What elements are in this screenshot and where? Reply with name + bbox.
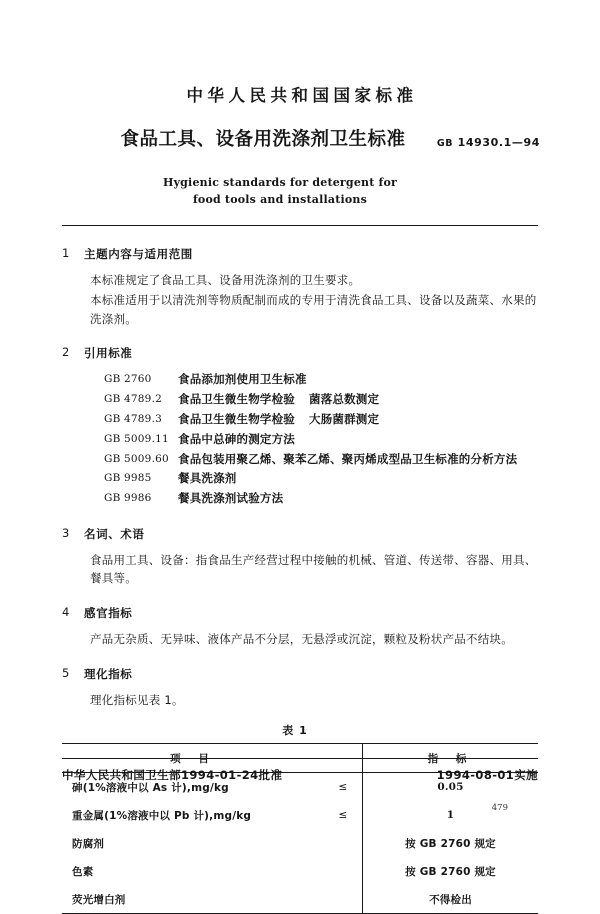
section-3-paragraph-1: 食品用工具、设备：指食品生产经营过程中接触的机械、管道、传送带、容器、用具、餐具等。 <box>90 552 537 586</box>
column-header-item: 项 目 <box>62 744 324 773</box>
row-operator <box>324 885 363 914</box>
row-item-name: 荧光增白剂 <box>72 893 126 906</box>
list-item <box>104 469 538 489</box>
reference-standards-list <box>62 370 538 508</box>
section-number-2: 2 <box>62 345 70 360</box>
standard-prefix: GB <box>436 137 454 149</box>
row-value: 0.05 <box>363 773 539 802</box>
section-5-paragraph-1: 理化指标见表 1。 <box>90 692 184 707</box>
section-number-1: 1 <box>62 245 70 260</box>
standard-number <box>437 136 540 149</box>
list-item <box>104 370 538 390</box>
reference-name: 食品卫生微生物学检验 大肠菌群测定 <box>178 412 380 426</box>
row-item-name: 砷(1%溶液中以 As 计),mg/kg <box>72 781 229 794</box>
list-item <box>104 489 538 509</box>
section-title-4: 感官指标 <box>84 606 133 621</box>
english-title <box>62 174 538 208</box>
row-item-name: 重金属(1%溶液中以 Pb 计),mg/kg <box>72 809 252 822</box>
footer-divider <box>62 758 538 759</box>
list-item <box>104 410 538 430</box>
implementation-date: 1994-08-01实施 <box>436 768 538 782</box>
row-operator <box>324 857 363 885</box>
approval-statement: 中华人民共和国卫生部1994-01-24批准 <box>62 768 283 782</box>
reference-name: 食品添加剂使用卫生标准 <box>178 372 307 387</box>
reference-code: GB 2760 <box>104 373 152 386</box>
section-number-3: 3 <box>62 525 70 540</box>
page-number: 479 <box>491 803 508 813</box>
reference-code: GB 9985 <box>104 472 152 485</box>
row-item-name: 防腐剂 <box>72 837 105 850</box>
table-row <box>62 857 538 885</box>
section-number-5: 5 <box>62 665 70 680</box>
reference-code: GB 5009.11 <box>104 432 169 445</box>
row-value: 按 GB 2760 规定 <box>363 829 539 857</box>
row-value: 不得检出 <box>363 885 539 914</box>
reference-name: 食品卫生微生物学检验 菌落总数测定 <box>178 392 380 407</box>
title-row <box>62 128 540 157</box>
section-title-5: 理化指标 <box>84 666 133 681</box>
column-header-index: 指 标 <box>363 744 539 773</box>
standard-code: 14930.1—94 <box>457 135 540 149</box>
english-title-line-2: food tools and installations <box>193 192 367 206</box>
section-heading-5 <box>62 666 538 682</box>
reference-name: 餐具洗涤剂试验方法 <box>178 491 284 506</box>
reference-name: 食品中总砷的测定方法 <box>178 431 295 446</box>
row-item-name: 色素 <box>72 865 94 878</box>
row-operator: ≤ <box>338 781 348 794</box>
table-row <box>62 885 538 914</box>
table-caption: 表 1 <box>282 724 308 738</box>
row-operator <box>324 829 363 857</box>
reference-name: 餐具洗涤剂 <box>178 471 237 486</box>
reference-code: GB 9986 <box>104 492 152 505</box>
table-row <box>62 829 538 857</box>
section-1-paragraph-2: 本标准适用于以清洗剂等物质配制而成的专用于清洗食品工具、设备以及蔬菜、水果的洗涤剂。 <box>90 293 537 326</box>
masthead <box>62 0 538 226</box>
section-title-2: 引用标准 <box>84 346 133 361</box>
section-4-paragraph-1: 产品无杂质、无异味、液体产品不分层，无悬浮或沉淀，颗粒及粉状产品不结块。 <box>90 632 513 647</box>
section-heading-2 <box>62 345 538 361</box>
header-divider <box>62 225 538 226</box>
section-number-4: 4 <box>62 605 70 620</box>
section-heading-4 <box>62 605 538 621</box>
list-item <box>104 450 538 470</box>
section-title-3: 名词、术语 <box>84 526 145 541</box>
english-title-line-1: Hygienic standards for detergent for <box>162 175 397 189</box>
document-body <box>62 246 538 914</box>
document-title: 食品工具、设备用洗涤剂卫生标准 <box>120 128 406 150</box>
reference-code: GB 5009.60 <box>104 452 169 465</box>
section-1-paragraph-1: 本标准规定了食品工具、设备用洗涤剂的卫生要求。 <box>90 272 361 287</box>
row-operator: ≤ <box>338 809 348 822</box>
reference-code: GB 4789.2 <box>104 393 162 406</box>
page-footer <box>62 758 538 813</box>
footer-dates <box>62 767 538 783</box>
section-heading-3 <box>62 526 538 542</box>
row-value: 按 GB 2760 规定 <box>363 857 539 885</box>
nation-title: 中华人民共和国国家标准 <box>186 86 418 105</box>
row-value: 1 <box>363 801 539 829</box>
reference-name: 食品包装用聚乙烯、聚苯乙烯、聚丙烯成型品卫生标准的分析方法 <box>178 451 518 466</box>
reference-code: GB 4789.3 <box>104 413 162 425</box>
list-item <box>104 390 538 410</box>
section-heading-1 <box>62 246 538 262</box>
section-title-1: 主题内容与适用范围 <box>84 246 193 261</box>
list-item <box>104 430 538 450</box>
